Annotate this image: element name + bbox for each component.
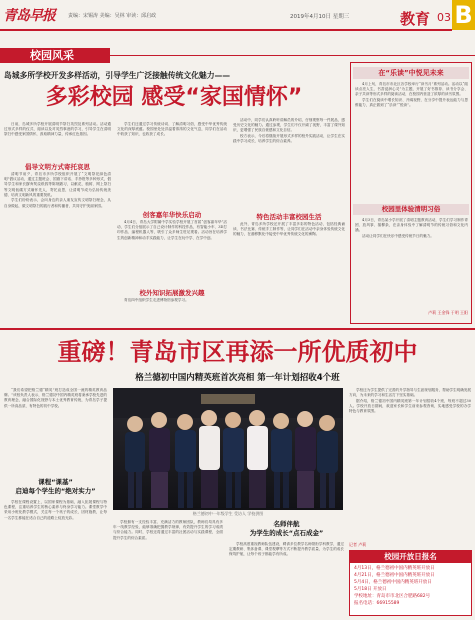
story2-headline: 重磅！青岛市区再添一所优质初中 — [57, 338, 418, 366]
story2-subhead-1: 课程“课基” 启迪每个学生的“绝对实力” — [15, 478, 96, 495]
photo-caption: 格兰德初中一年级学生 受访人 学校供图 — [192, 511, 264, 516]
story1-col2-text: 学生们还通过学习传统诗词、了解清明习俗，感受中华优秀传统文化的深厚底蕴。校园里处处洋溢着浓浓的文化气息，同学们在活动中收获了知识，也收获了成长。 — [117, 122, 227, 137]
edition-letter: B — [452, 0, 475, 30]
story1-col2c-text: 青岛四中组织学生走进博物馆参观学习。 — [124, 298, 189, 302]
notice-body: 4月13日，格兰德初中国内精英班开放日 4月21日，格兰德初中国内精英班开放日 5月4日，格兰德初中国内精英班开放日 5月18日 开放日 学校地址：青岛市市北区合肥路682号 报名电话：66915589 — [354, 566, 435, 606]
story1-subhead-3: 校外知识拓展激发兴趣 — [139, 289, 205, 297]
column-rule — [110, 55, 475, 56]
page-number: 03 — [437, 11, 451, 24]
story2-col2b-text: 学校高度重视教师队伍建设，聘请多位教学名师领衔学科教学，通过定期教研、集体备课、课堂观摩等方式不断提升教学质量，为学生的成长保驾护航，让每个孩子都能学有所成。 — [229, 542, 344, 557]
story1-subhead-4: 特色活动丰富校园生活 — [256, 213, 322, 221]
story1-col3-text: 活动中，同学们认真聆听讲解员的介绍，仔细观察每一件展品，感受历史文化的魅力。通过参观，学生们不仅开阔了视野，丰富了课外知识，更增强了民族自豪感和文化自信。 校方表示，今后将继续开展形式多样的校外实践活动，让学生在实践中学习成长，培养学生的综合素养。 — [233, 118, 345, 144]
story1-subhead-1: 倡导文明方式寄托哀思 — [25, 163, 90, 171]
story2-byline: 记者 卢莉 — [349, 542, 367, 547]
story1-col1-text: 日前，岛城多所学校开展清明节祭扫英烈及系列活动。活动通过形式多样的仪式、阅读以及对英烈事迹的学习，引导学生在清明祭扫中感受家国情怀，汲取精神力量，传承红色基因。 — [4, 122, 111, 137]
notice-title: 校园开放日报名 — [350, 551, 471, 563]
students-photo — [113, 388, 343, 510]
open-day-notice — [349, 550, 472, 616]
story2-col1-text: “我们希望把格兰德“精英”班打造成全国一流的精英教育品牌。”该校负责人表示，格兰德初中国内精英班将秉承学校先进的教育理念，融合国际化视野与本土优秀教育传统，为青岛学子提供一所高品质、有特色的初中学校。 — [4, 388, 107, 408]
section-divider — [0, 328, 475, 330]
story2-col2-text: 学校拥有一支经验丰富、充满活力的教师团队，教师们均具有多年一线教学经验，能够准确把握教学规律，有效提升学生的学习成绩与综合能力。同时，学校还将通过丰富的社团活动与实践课程，全面提升学生的综合素质。 — [113, 520, 223, 540]
section-title: 教育 — [400, 10, 431, 28]
sidebar-subhead: 校园里体验清明习俗 — [353, 204, 469, 215]
story2-subhead: 格兰德初中国内精英班首次亮相 第一年计划招收4个班 — [135, 373, 340, 383]
story1-subhead-2: 创客嘉年华快乐启动 — [142, 211, 202, 219]
story1-col3b-text: 此外，青岛多所学校还开展了丰富多彩的特色活动，包括经典诵读、书法比赛、传统手工制作等，让同学们在活动中亲身体验传统文化的魅力，在潜移默化中接受中华优秀传统文化的熏陶。 — [233, 222, 345, 237]
issue-date: 2019年4月10日 星期三 — [290, 14, 350, 20]
staff-credits: 责编：宋锡涛 美编：吴林 审读：邱启政 — [68, 13, 157, 19]
story1-headline: 多彩校园 感受“家国情怀” — [45, 85, 303, 110]
story2-col1b-text: 学校在课程设置上，以国家课程为基础，融入拓展课程与特色课程，注重培养学生的核心素养与终身学习能力。课堂教学中采用小班化教学模式，关注每一个孩子的成长，因材施教，让每一名学生都能在适合自己的道路上绽放光彩。 — [4, 500, 107, 520]
sidebar-text-2: 4月3日，青岛某小学开展了清明主题教育活动，学生们学习制作青团、放风筝、插柳条，在亲身体验中了解清明节的传统习俗和文化内涵。 活动让同学们在快乐中感受传统节日的魅力。 — [355, 218, 468, 238]
story1-col2b-text: 4月4日，青岛大学附属中学实验学校开展了首届“创客嘉年华”活动，学生们分组展示了自己设计制作的科技作品，有智能小车、3D打印作品、编程机器人等，吸引了众多师生驻足观看。活动旨在培养学生的创新精神和动手实践能力，让学生在玩中学、在学中创。 — [117, 220, 227, 240]
newspaper-logo: 青岛早报 — [3, 8, 55, 24]
story2-subhead-2: 名师伴航 为学生的成长“点石成金” — [249, 520, 324, 537]
story1-kicker: 岛城多所学校开发多样活动，引导学生广泛接触传统文化魅力—— — [4, 71, 231, 80]
masthead-rule — [0, 29, 452, 31]
story2-col3-text: 学校还为学生提供了完善的升学指导与生涯规划服务，帮助学生明确发展方向，为未来的学习和生活打下坚实基础。 据介绍，格兰德初中国内精英班第一年计划招收4个班，每班不超过30人。学校开放日期间，欢迎家长和学生前来参观咨询，实地感受学校的办学特色与教育氛围。 — [349, 388, 471, 414]
sidebar-text: 4月上旬，青岛市市北区各学校举行“读书月”系列活动。活动以“阅读点亮人生，书香浸润心灵”为主题，开展了好书推荐、读书分享会、亲子共读等形式多样的阅读活动，在校园内营造了浓厚的读书氛围。 学生们在阅读中增长知识、开阔视野，在分享中提升表达能力与思维能力，真正做到了“乐读”“悦读”。 — [355, 82, 468, 108]
column-header: 校园风采 — [0, 48, 110, 63]
sidebar-title: 在“乐读”中悦见未来 — [353, 67, 469, 79]
story1-col1b-text: 清明节前夕，青岛市多所学校组织开展了“文明祭祀绿色清明”倡议活动，通过主题班会、国旗下讲话、手抄报等多种形式，倡导学生和家长摒弃焚烧纸钱等陈规陋习，以献花、植树、网上祭扫等文明低碳方式缅怀先人，寄托哀思，让清明节成为弘扬传统美德、培育文明新风的重要契机。 学生们纷纷表示，会向身边的亲人朋友宣传文明祭扫理念，从自身做起，做文明祭扫的践行者和传播者，共同守护美丽家园。 — [4, 172, 111, 208]
sidebar-byline: 卢莉 王金锋 于明 王阳 — [428, 310, 468, 315]
